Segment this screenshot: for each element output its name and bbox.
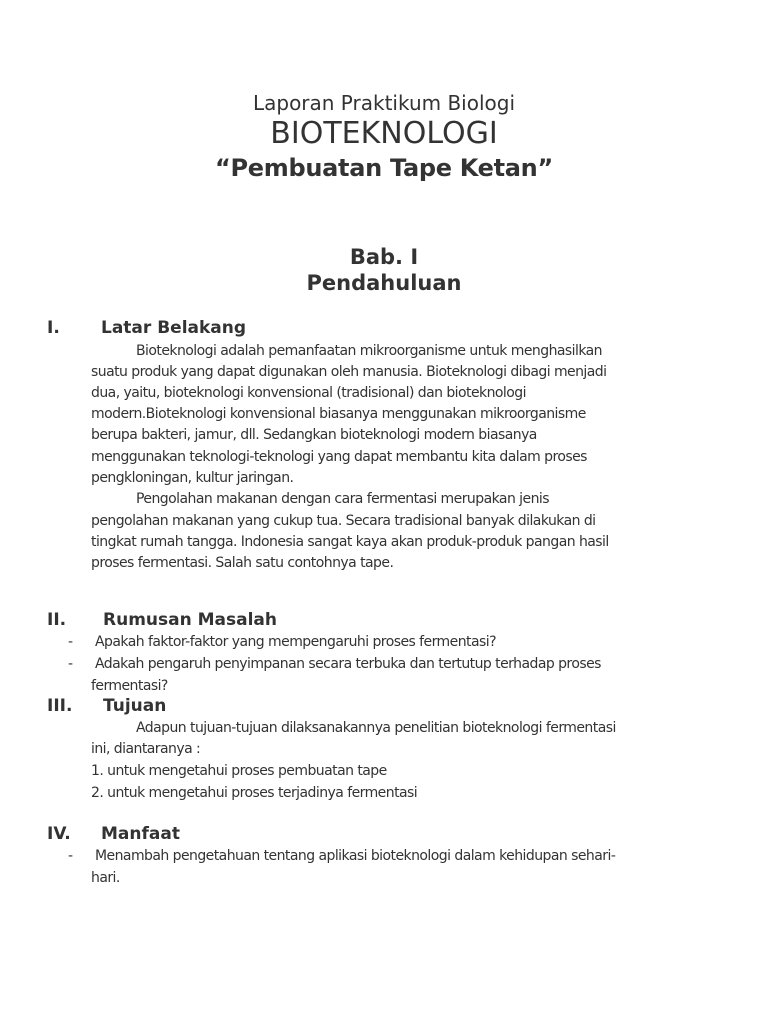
list-item-continuation: hari. [91, 870, 120, 886]
body-line: ini, diantaranya : [91, 741, 201, 757]
bullet: - [68, 656, 73, 672]
numbered-item: 2. untuk mengetahui proses terjadinya fermentasi [91, 785, 418, 801]
report-subtitle: Laporan Praktikum Biologi [252, 91, 516, 115]
bullet: - [68, 848, 73, 864]
bullet: - [68, 634, 73, 650]
numbered-item: 1. untuk mengetahui proses pembuatan tape [91, 763, 387, 779]
list-item: Adakah pengaruh penyimpanan secara terbuka dan tertutup terhadap proses [95, 656, 601, 672]
body-line: pengkloningan, kultur jaringan. [91, 470, 294, 486]
body-line: dua, yaitu, bioteknologi konvensional (tradisional) dan bioteknologi [91, 385, 526, 401]
list-item-continuation: fermentasi? [91, 678, 168, 694]
section-numeral: III. [47, 696, 73, 716]
body-line: proses fermentasi. Salah satu contohnya tape. [91, 555, 394, 571]
section-numeral: I. [47, 318, 60, 338]
report-title: BIOTEKNOLOGI [270, 116, 498, 151]
list-item: Menambah pengetahuan tentang aplikasi bioteknologi dalam kehidupan sehari- [95, 848, 616, 864]
body-line: Adapun tujuan-tujuan dilaksanakannya penelitian bioteknologi fermentasi [136, 720, 616, 736]
report-topic: “Pembuatan Tape Ketan” [215, 154, 553, 182]
body-line: Bioteknologi adalah pemanfaatan mikroorganisme untuk menghasilkan [136, 343, 603, 359]
body-line: Pengolahan makanan dengan cara fermentasi merupakan jenis [136, 491, 549, 507]
body-line: tingkat rumah tangga. Indonesia sangat kaya akan produk-produk pangan hasil [91, 534, 609, 550]
body-line: pengolahan makanan yang cukup tua. Secara tradisional banyak dilakukan di [91, 513, 596, 529]
list-item: Apakah faktor-faktor yang mempengaruhi proses fermentasi? [95, 634, 496, 650]
section-heading: Manfaat [101, 824, 180, 844]
chapter-title: Pendahuluan [306, 271, 462, 295]
body-line: berupa bakteri, jamur, dll. Sedangkan bioteknologi modern biasanya [91, 427, 537, 443]
section-numeral: IV. [47, 824, 71, 844]
body-line: suatu produk yang dapat digunakan oleh manusia. Bioteknologi dibagi menjadi [91, 364, 607, 380]
section-heading: Latar Belakang [101, 318, 247, 338]
section-numeral: II. [47, 610, 67, 630]
body-line: modern.Bioteknologi konvensional biasanya menggunakan mikroorganisme [91, 406, 586, 422]
body-line: menggunakan teknologi-teknologi yang dapat membantu kita dalam proses [91, 449, 587, 465]
chapter-number: Bab. I [349, 245, 419, 269]
section-heading: Tujuan [103, 696, 167, 716]
section-heading: Rumusan Masalah [103, 610, 278, 630]
